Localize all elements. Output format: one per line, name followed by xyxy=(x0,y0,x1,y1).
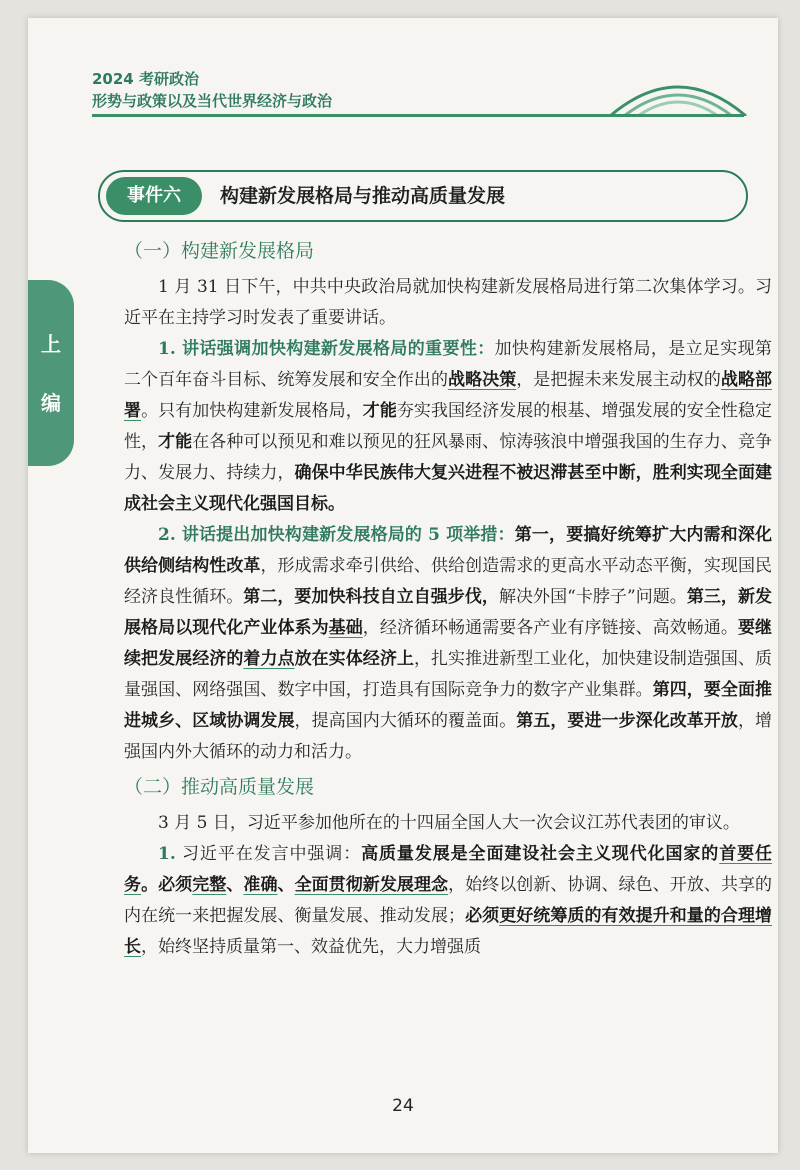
section-heading-1: （一）构建新发展格局 xyxy=(124,240,315,262)
volume-tab xyxy=(28,280,74,466)
header-line-2: 形势与政策以及当代世界经济与政治 xyxy=(92,92,333,110)
section1-point-2: 2. 讲话提出加快构建新发展格局的 5 项举措：第一，要搞好统筹扩大内需和深化供给侧结构性改革，形成需求牵引供给、供给创造需求的更高水平动态平衡，实现国民经济良性循环。第二，要加快科技自立自强步伐，解决外国“卡脖子”问题。第三，新发展格局以现代化产业体系为基础，经济循环畅通需要各产业有序链接、高效畅通。要继续把发展经济的着力点放在实体经济上，扎实推进新型工业化，加快建设制造强国、质量强国、网络强国、数字中国，打造具有国际竞争力的数字产业集群。第四，要全面推进城乡、区域协调发展，提高国内大循环的覆盖面。第五，要进一步深化改革开放，增强国内外大循环的动力和活力。 xyxy=(124,525,773,762)
book-page xyxy=(28,18,778,1153)
event-badge: 事件六 xyxy=(106,177,202,215)
section1-point-1: 1. 讲话强调加快构建新发展格局的重要性：加快构建新发展格局，是立足实现第二个百年奋斗目标、统筹发展和安全作出的战略决策，是把握未来发展主动权的战略部署。只有加快构建新发展格局，才能夯实我国经济发展的根基、增强发展的安全性稳定性，才能在各种可以预见和难以预见的狂风暴雨、惊涛骇浪中增强我国的生存力、竞争力、发展力、持续力，确保中华民族伟大复兴进程不被迟滞甚至中断，胜利实现全面建成社会主义现代化强国目标。 xyxy=(124,339,773,514)
header-arc-decoration-icon xyxy=(608,72,748,116)
volume-tab-char-1: 上 xyxy=(41,332,61,356)
running-header xyxy=(92,68,332,112)
header-rule xyxy=(92,114,744,117)
section2-intro: 3 月 5 日，习近平参加他所在的十四届全国人大一次会议江苏代表团的审议。 xyxy=(158,813,740,833)
header-line-1: 2024 考研政治 xyxy=(92,70,199,88)
event-banner xyxy=(98,170,748,222)
event-title: 构建新发展格局与推动高质量发展 xyxy=(220,185,506,207)
section2-point-1: 1. 习近平在发言中强调：高质量发展是全面建设社会主义现代化国家的首要任务。必须完整、准确、全面贯彻新发展理念，始终以创新、协调、绿色、开放、共享的内在统一来把握发展、衡量发展、推动发展；必须更好统筹质的有效提升和量的合理增长，始终坚持质量第一、效益优先，大力增强质 xyxy=(124,844,773,957)
section-heading-2: （二）推动高质量发展 xyxy=(124,776,315,798)
section1-intro: 1 月 31 日下午，中共中央政治局就加快构建新发展格局进行第二次集体学习。习近平在主持学习时发表了重要讲话。 xyxy=(124,277,772,328)
page-number: 24 xyxy=(392,1096,414,1116)
page-body xyxy=(124,232,772,963)
volume-tab-char-2: 编 xyxy=(41,391,61,415)
